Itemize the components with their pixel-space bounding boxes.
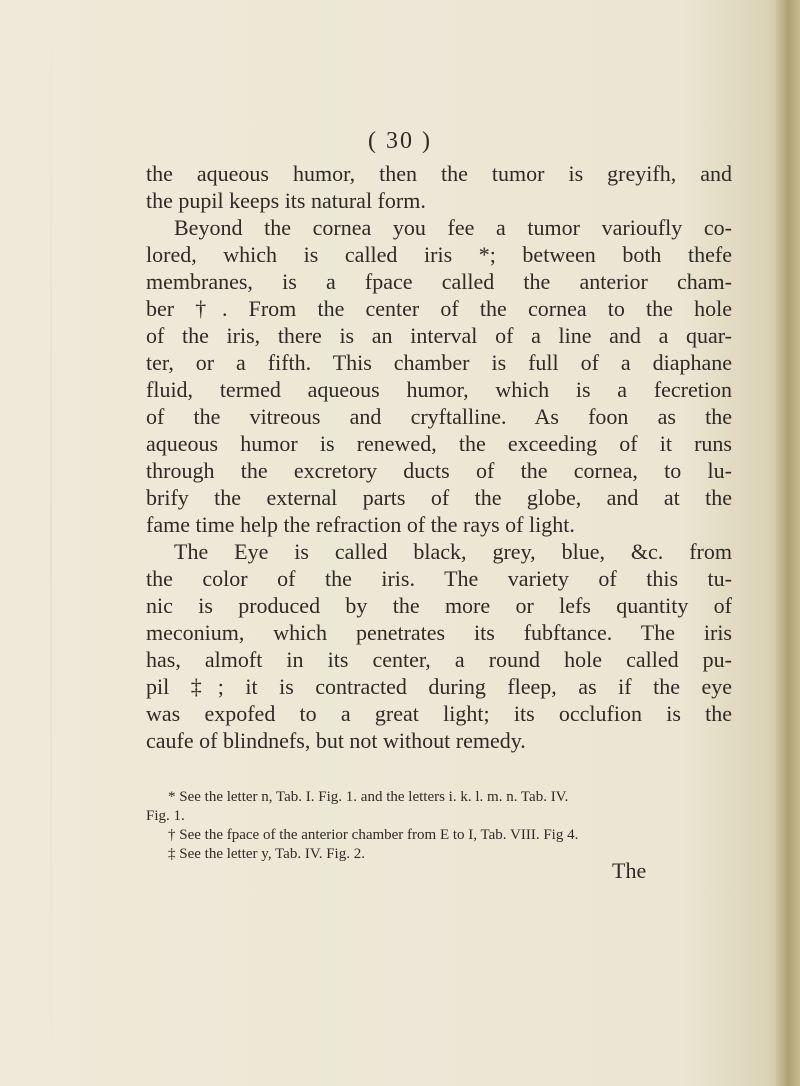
text-line: the pupil keeps its natural form. bbox=[146, 188, 426, 213]
text-line: of the vitreous and cryftalline. As foon as the bbox=[146, 404, 732, 429]
footnote-line: † See the fpace of the anterior chamber from E to I, Tab. VIII. Fig 4. bbox=[168, 827, 579, 843]
text-line: Beyond the cornea you fee a tumor varioufly co- bbox=[174, 215, 732, 240]
footnote-line: * See the letter n, Tab. I. Fig. 1. and the letters i. k. l. m. n. Tab. IV. bbox=[168, 789, 569, 805]
page-number: ( 30 ) bbox=[368, 128, 432, 154]
catchword: The bbox=[612, 858, 647, 883]
footnote-line: Fig. 1. bbox=[146, 808, 185, 824]
body-text bbox=[146, 160, 732, 754]
text-line: aqueous humor is renewed, the exceeding of it runs bbox=[146, 431, 732, 456]
text-line: was expofed to a great light; its occlufion is the bbox=[146, 701, 732, 726]
text-line: has, almoft in its center, a round hole called pu- bbox=[146, 647, 732, 672]
text-line: The Eye is called black, grey, blue, &c. from bbox=[174, 539, 732, 564]
footnote-line: ‡ See the letter y, Tab. IV. Fig. 2. bbox=[168, 846, 365, 862]
text-line: brify the external parts of the globe, and at the bbox=[146, 485, 732, 510]
text-line: nic is produced by the more or lefs quantity of bbox=[146, 593, 732, 618]
text-line: pil ‡; it is contracted during fleep, as if the eye bbox=[146, 674, 732, 699]
text-line: caufe of blindnefs, but not without remedy. bbox=[146, 728, 526, 753]
text-line: membranes, is a fpace called the anterior cham- bbox=[146, 269, 732, 294]
text-line: lored, which is called iris *; between both thefe bbox=[146, 242, 732, 267]
text-line: the color of the iris. The variety of this tu- bbox=[146, 566, 732, 591]
footnotes bbox=[146, 788, 732, 864]
text-line: ter, or a fifth. This chamber is full of a diaphane bbox=[146, 350, 732, 375]
text-line: fluid, termed aqueous humor, which is a fecretion bbox=[146, 377, 732, 402]
book-edge bbox=[776, 0, 800, 1086]
text-line: fame time help the refraction of the rays of light. bbox=[146, 512, 575, 537]
page-fold-shadow bbox=[50, 0, 52, 1086]
text-line: the aqueous humor, then the tumor is greyifh, and bbox=[146, 161, 732, 186]
text-line: meconium, which penetrates its fubftance. The iris bbox=[146, 620, 732, 645]
text-line: through the excretory ducts of the cornea, to lu- bbox=[146, 458, 732, 483]
text-line: ber †. From the center of the cornea to the hole bbox=[146, 296, 732, 321]
text-line: of the iris, there is an interval of a line and a quar- bbox=[146, 323, 732, 348]
